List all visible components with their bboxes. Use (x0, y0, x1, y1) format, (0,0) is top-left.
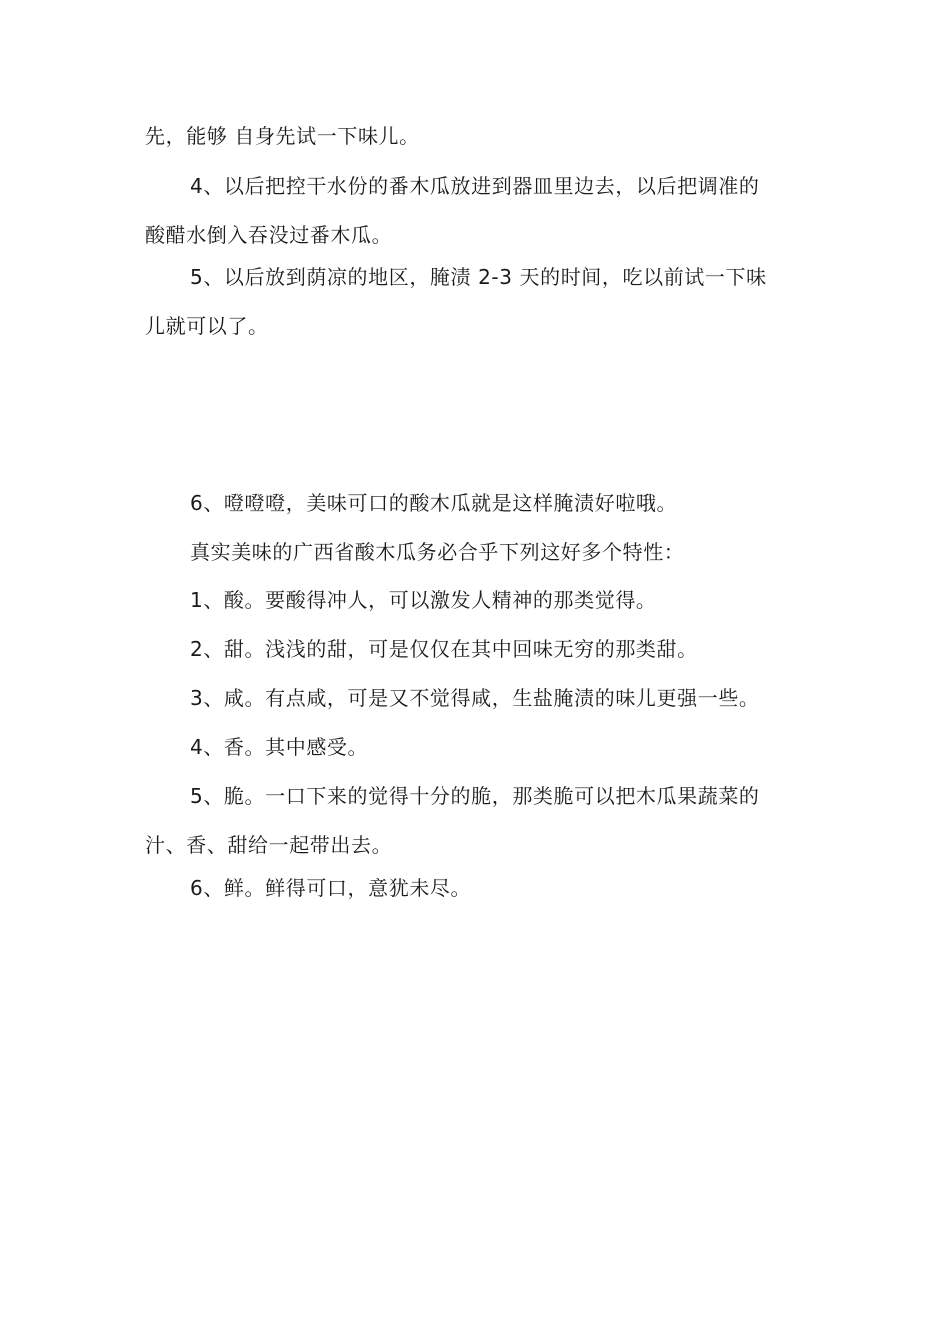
feature-fragrant: 4、香。其中感受。 (190, 735, 369, 759)
feature-crisp: 5、脆。一口下来的觉得十分的脆，那类脆可以把木瓜果蔬菜的 (190, 784, 760, 808)
feature-sour: 1、酸。要酸得冲人，可以激发人精神的那类觉得。 (190, 588, 657, 612)
step-6-line: 6、噔噔噔，美味可口的酸木瓜就是这样腌渍好啦哦。 (190, 491, 678, 515)
feature-fresh: 6、鲜。鲜得可口，意犹未尽。 (190, 876, 472, 900)
text-line: 酸醋水倒入吞没过番木瓜。 (145, 223, 393, 247)
text-line: 儿就可以了。 (145, 314, 269, 338)
step-5-line: 5、以后放到荫凉的地区，腌渍 2-3 天的时间，吃以前试一下味 (190, 265, 767, 289)
features-intro: 真实美味的广西省酸木瓜务必合乎下列这好多个特性： (190, 540, 685, 564)
text-line: 先，能够 自身先试一下味儿。 (145, 124, 420, 148)
feature-salty: 3、咸。有点咸，可是又不觉得咸，生盐腌渍的味儿更强一些。 (190, 686, 760, 710)
feature-sweet: 2、甜。浅浅的甜，可是仅仅在其中回味无穷的那类甜。 (190, 637, 698, 661)
text-line: 汁、香、甜给一起带出去。 (145, 833, 393, 857)
step-4-line: 4、以后把控干水份的番木瓜放进到器皿里边去，以后把调准的 (190, 174, 760, 198)
